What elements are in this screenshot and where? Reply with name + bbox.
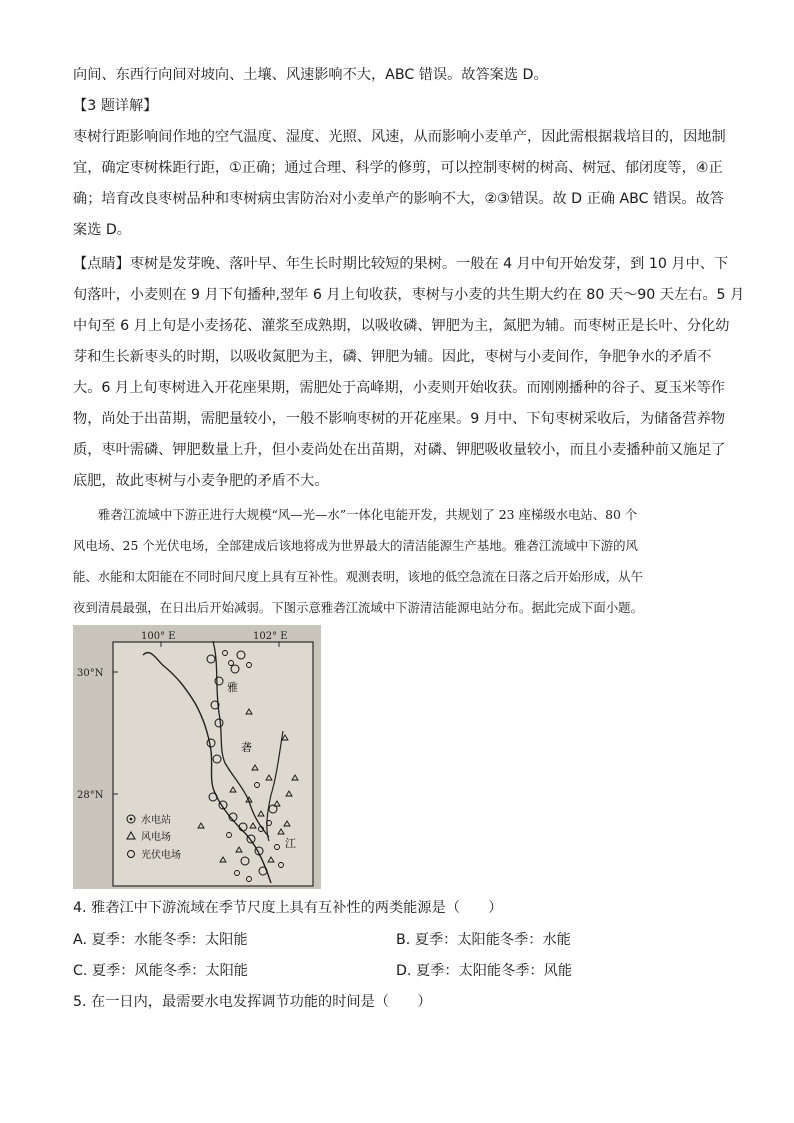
note-text-line: 【点睛】枣树是发芽晚、落叶早、年生长时期比较短的果树。一般在 4 月中旬开始发芽，到 10 月中、下 bbox=[73, 256, 729, 272]
question-4-text: 4. 雅砻江中下游流域在季节尺度上具有互补性的两类能源是（ ） bbox=[73, 900, 503, 916]
question-4-option-a[interactable]: A. 夏季：水能冬季：太阳能 bbox=[73, 932, 248, 948]
lat-label: 28°N bbox=[77, 790, 104, 801]
note-text-line: 质，枣叶需磷、钾肥数量上升，但小麦尚处在出苗期，对磷、钾肥吸收量较小，而且小麦播种前又施足了 bbox=[73, 442, 726, 458]
lon-label: 100° E bbox=[141, 631, 176, 642]
answer-text-line: 向间、东西行向间对坡向、土壤、风速影响不大，ABC 错误。故答案选 D。 bbox=[73, 67, 548, 83]
legend-solar: 光伏电场 bbox=[141, 850, 181, 861]
lon-label: 102° E bbox=[253, 631, 288, 642]
note-text-line: 底肥，故此枣树与小麦争肥的矛盾不大。 bbox=[73, 473, 329, 489]
question-5-text: 5. 在一日内，最需要水电发挥调节功能的时间是（ ） bbox=[73, 994, 432, 1010]
map-svg bbox=[73, 625, 321, 889]
question-stem-line: 雅砻江流域中下游正进行大规模“风—光—水”一体化电能开发，共规划了 23 座梯级水电站、80 个 bbox=[98, 507, 638, 522]
answer-text-line: 确；培育改良枣树品种和枣树病虫害防治对小麦单产的影响不大，②③错误。故 D 正确 ABC 错误。故答 bbox=[73, 191, 724, 207]
answer-text-line: 案选 D。 bbox=[73, 222, 131, 238]
legend-hydro: 水电站 bbox=[141, 815, 171, 826]
note-text-line: 物，尚处于出苗期，需肥量较小，一般不影响枣树的开花座果。9 月中、下旬枣树采收后，为储备营养物 bbox=[73, 411, 725, 427]
note-text-line: 芽和生长新枣头的时期，以吸收氮肥为主，磷、钾肥为辅。因此，枣树与小麦间作，争肥争水的矛盾不 bbox=[73, 349, 712, 365]
answer-text-line: 宜，确定枣树株距行距，①正确；通过合理、科学的修剪，可以控制枣树的树高、树冠、郁闭度等，④正 bbox=[73, 160, 723, 176]
note-text-line: 中旬至 6 月上旬是小麦扬花、灌浆至成熟期，以吸收磷、钾肥为主，氮肥为辅。而枣树正是长叶、分化幼 bbox=[73, 318, 730, 334]
question-stem-line: 能、水能和太阳能在不同时间尺度上具有互补性。观测表明，该地的低空急流在日落之后开始形成，从午 bbox=[73, 569, 643, 584]
lat-label: 30°N bbox=[77, 668, 104, 679]
river-name-char: 雅 bbox=[227, 681, 238, 694]
legend-wind: 风电场 bbox=[141, 832, 171, 843]
note-text-line: 大。6 月上旬枣树进入开花座果期，需肥处于高峰期，小麦则开始收获。而刚刚播种的谷子、夏玉米等作 bbox=[73, 380, 725, 396]
question-4-option-b[interactable]: B. 夏季：太阳能冬季：水能 bbox=[396, 932, 571, 948]
question-4-option-d[interactable]: D. 夏季：太阳能冬季：风能 bbox=[396, 963, 573, 979]
energy-station-map bbox=[73, 625, 321, 889]
question-stem-line: 夜到清晨最强，在日出后开始减弱。下图示意雅砻江流域中下游清洁能源电站分布。据此完成下面小题。 bbox=[73, 600, 643, 615]
answer-text-line: 枣树行距影响间作地的空气温度、湿度、光照、风速，从而影响小麦单产，因此需根据栽培目的，因地制 bbox=[73, 129, 726, 145]
question-4-option-c[interactable]: C. 夏季：风能冬季：太阳能 bbox=[73, 963, 248, 979]
section-heading: 【3 题详解】 bbox=[73, 98, 158, 114]
note-text-line: 旬落叶，小麦则在 9 月下旬播种,翌年 6 月上旬收获，枣树与小麦的共生期大约在 80 天～90 天左右。5 月 bbox=[73, 287, 745, 303]
river-name-char: 砻 bbox=[241, 741, 252, 754]
river-name-char: 江 bbox=[285, 837, 296, 850]
question-stem-line: 风电场、25 个光伏电场，全部建成后该地将成为世界最大的清洁能源生产基地。雅砻江流域中下游的风 bbox=[73, 538, 638, 553]
